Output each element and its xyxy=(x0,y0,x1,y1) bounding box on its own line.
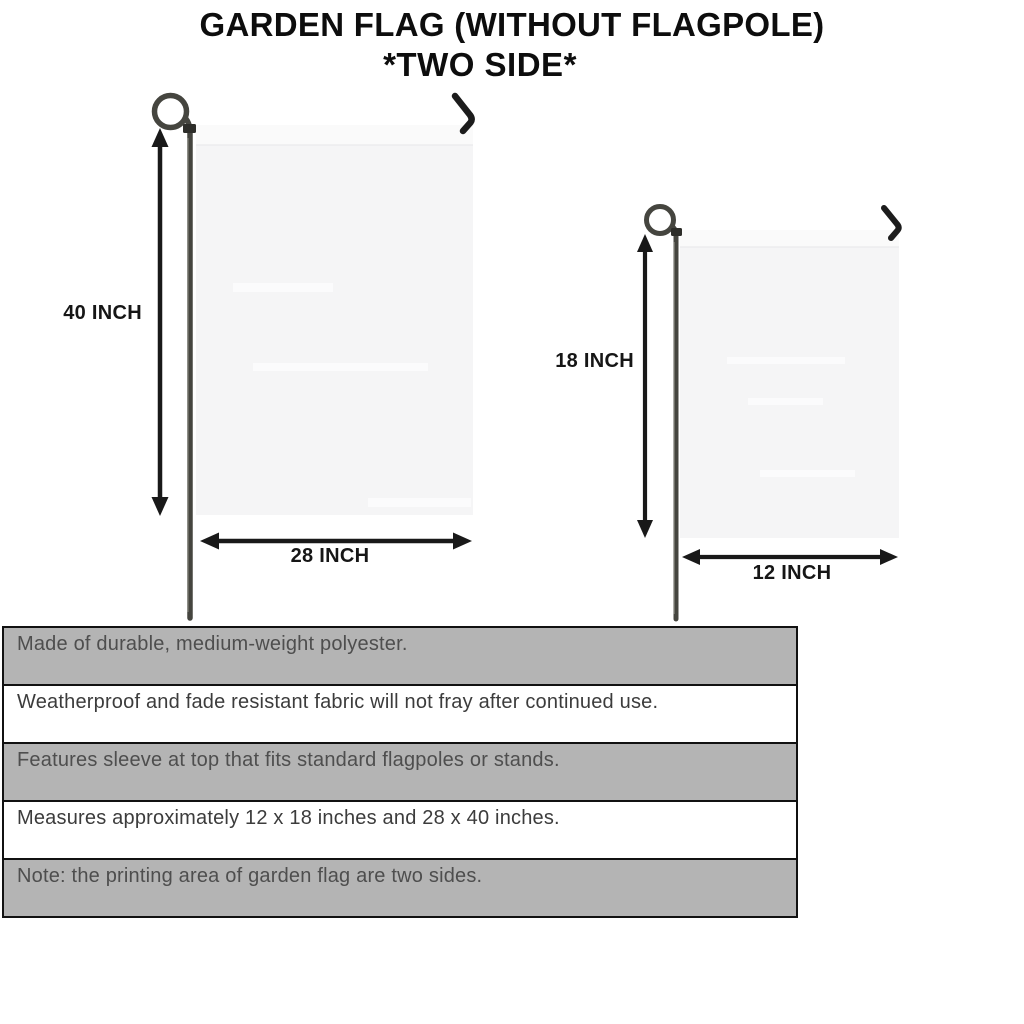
fabric-streak xyxy=(368,498,471,507)
fabric-streak xyxy=(253,363,428,371)
pole-loop xyxy=(647,207,674,234)
feature-row xyxy=(4,802,796,858)
page-title: GARDEN FLAG (WITHOUT FLAGPOLE) xyxy=(199,6,825,43)
large-height-arrow xyxy=(152,128,169,516)
small-flag-width-label: 12 INCH xyxy=(752,562,832,584)
small-flag-canvas xyxy=(680,230,899,538)
feature-row xyxy=(4,744,796,800)
large-flag-canvas xyxy=(196,125,473,515)
large-flag-sleeve xyxy=(196,125,473,145)
feature-text: Measures approximately 12 x 18 inches and 28 x 40 inches. xyxy=(17,807,560,829)
fabric-streak xyxy=(760,470,855,477)
small-flag-height-label: 18 INCH xyxy=(555,350,634,372)
feature-row xyxy=(4,860,796,916)
large-flag-diagram xyxy=(152,96,474,619)
large-flag-width-label: 28 INCH xyxy=(290,545,370,567)
feature-text: Weatherproof and fade resistant fabric will not fray after continued use. xyxy=(17,691,659,713)
fabric-streak xyxy=(233,283,333,292)
feature-text: Made of durable, medium-weight polyester. xyxy=(17,633,408,655)
pole-clip xyxy=(671,228,682,236)
fabric-streak xyxy=(727,357,845,364)
page-subtitle: *TWO SIDE* xyxy=(383,46,577,83)
fabric-streak xyxy=(748,398,823,405)
feature-text: Features sleeve at top that fits standard flagpoles or stands. xyxy=(17,749,560,771)
feature-text: Note: the printing area of garden flag are two sides. xyxy=(17,865,483,887)
large-flag-height-label: 40 INCH xyxy=(63,302,142,324)
feature-row xyxy=(4,628,796,684)
small-height-arrow xyxy=(637,234,653,538)
small-flag-diagram xyxy=(637,207,899,620)
pole-loop xyxy=(155,96,187,128)
small-flag-sleeve xyxy=(680,230,899,247)
feature-row xyxy=(4,686,796,742)
pole-clip xyxy=(183,124,196,133)
feature-table xyxy=(2,626,798,918)
